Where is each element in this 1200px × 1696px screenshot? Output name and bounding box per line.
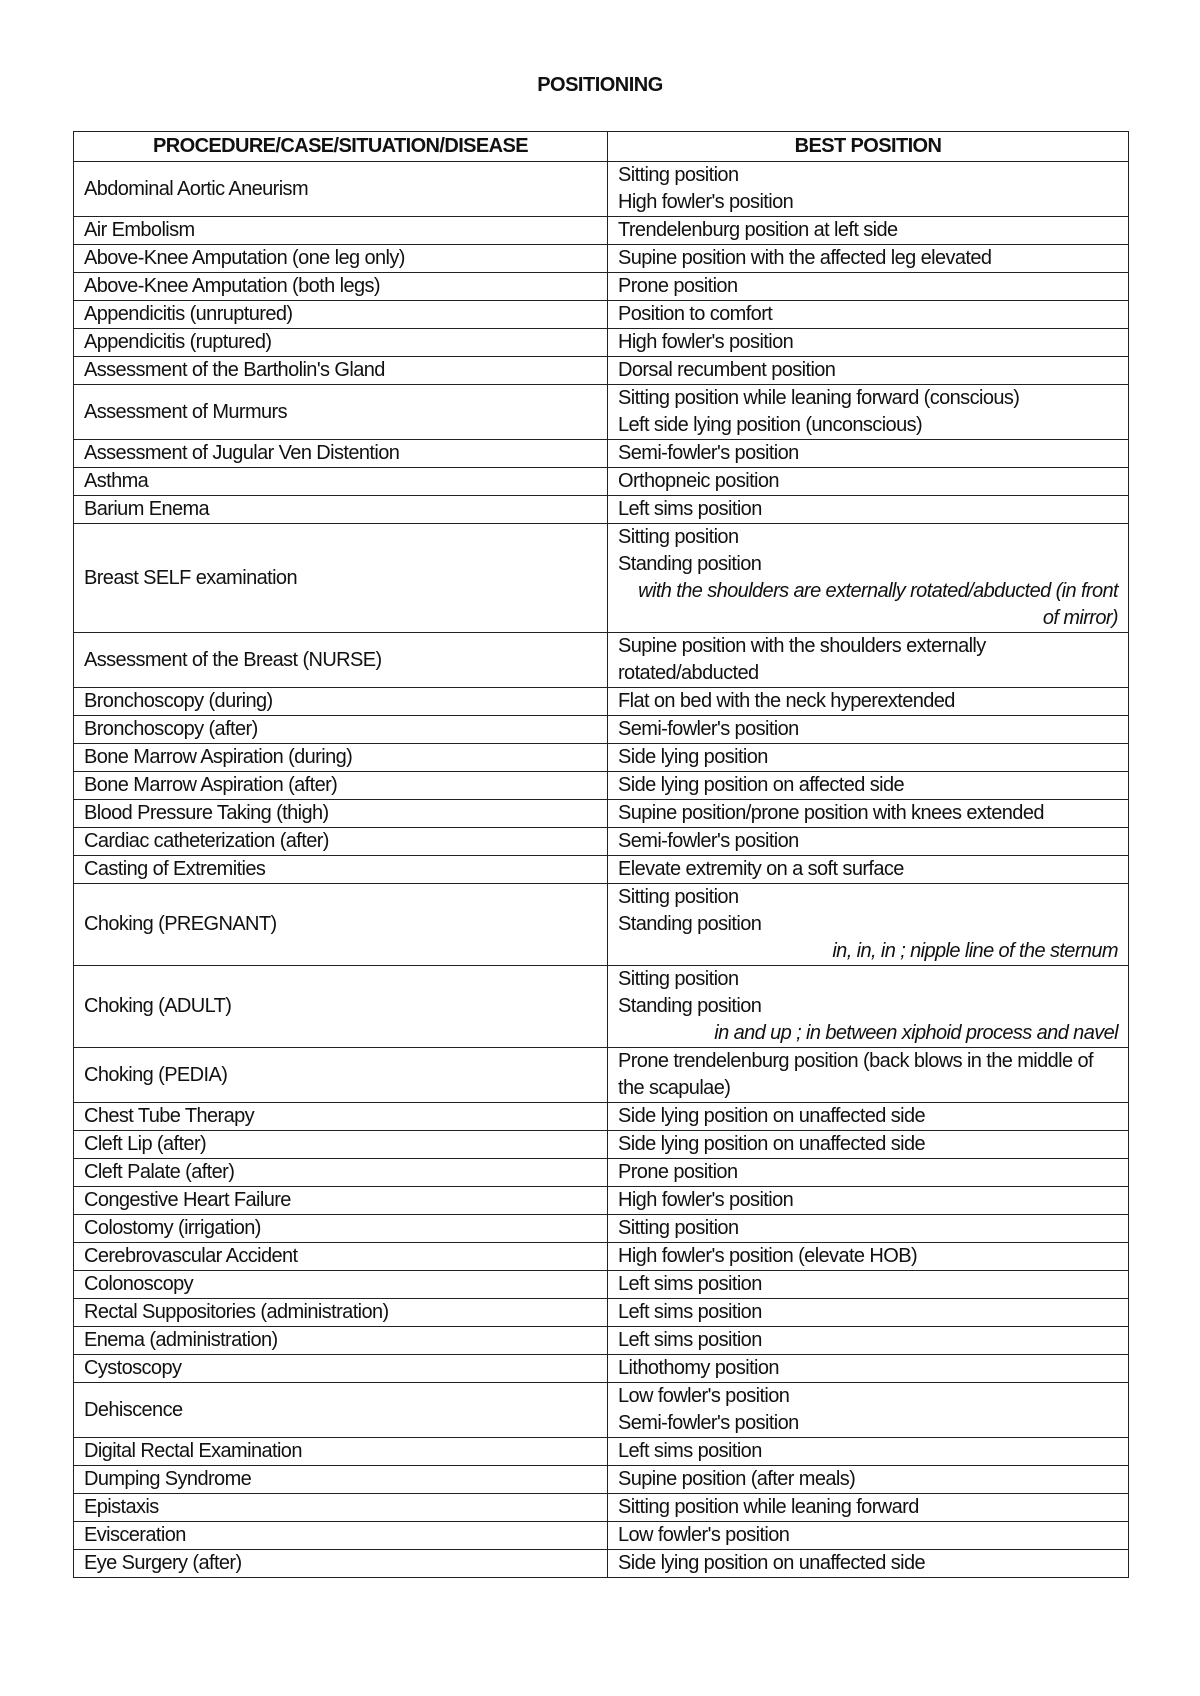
- column-header-case: PROCEDURE/CASE/SITUATION/DISEASE: [74, 132, 608, 162]
- case-cell: Cleft Lip (after): [74, 1131, 608, 1159]
- position-line: Sitting position while leaning forward (conscious): [618, 387, 1020, 409]
- position-cell: [608, 800, 1129, 828]
- position-cell: [608, 1131, 1129, 1159]
- table-row: [74, 1159, 1129, 1187]
- position-cell: [608, 385, 1129, 440]
- position-line: Supine position with the affected leg elevated: [618, 247, 992, 269]
- position-cell: [608, 856, 1129, 884]
- case-cell: Bone Marrow Aspiration (during): [74, 744, 608, 772]
- position-line: Trendelenburg position at left side: [618, 219, 898, 241]
- case-cell: Dehiscence: [74, 1383, 608, 1438]
- position-note: with the shoulders are externally rotated/abducted (in front of mirror): [638, 580, 1118, 629]
- table-row: [74, 1243, 1129, 1271]
- case-cell: Epistaxis: [74, 1494, 608, 1522]
- position-cell: [608, 1522, 1129, 1550]
- case-cell: Asthma: [74, 468, 608, 496]
- position-cell: [608, 1103, 1129, 1131]
- position-cell: [608, 1355, 1129, 1383]
- position-cell: [608, 162, 1129, 217]
- position-cell: [608, 1466, 1129, 1494]
- table-row: [74, 688, 1129, 716]
- position-line: Sitting position: [618, 164, 739, 186]
- position-line: Supine position with the shoulders externally rotated/abducted: [618, 635, 986, 684]
- case-cell: Blood Pressure Taking (thigh): [74, 800, 608, 828]
- position-note: in and up ; in between xiphoid process and navel: [714, 1022, 1118, 1044]
- position-line: Supine position/prone position with knees extended: [618, 802, 1044, 824]
- position-line: High fowler's position: [618, 331, 794, 353]
- case-cell: Above-Knee Amputation (both legs): [74, 273, 608, 301]
- position-cell: [608, 496, 1129, 524]
- page-title: POSITIONING: [537, 74, 663, 96]
- table-row: [74, 828, 1129, 856]
- table-row: [74, 884, 1129, 966]
- position-cell: [608, 524, 1129, 633]
- position-cell: [608, 716, 1129, 744]
- case-cell: Dumping Syndrome: [74, 1466, 608, 1494]
- position-line: Sitting position: [618, 526, 739, 548]
- position-cell: [608, 1550, 1129, 1578]
- case-cell: Assessment of the Breast (NURSE): [74, 633, 608, 688]
- table-row: [74, 1522, 1129, 1550]
- table-row: [74, 440, 1129, 468]
- position-line: Orthopneic position: [618, 470, 779, 492]
- position-line: Sitting position while leaning forward: [618, 1496, 919, 1518]
- case-cell: Choking (PREGNANT): [74, 884, 608, 966]
- position-cell: [608, 884, 1129, 966]
- position-line: Standing position: [618, 995, 762, 1017]
- table-row: [74, 966, 1129, 1048]
- position-line: High fowler's position (elevate HOB): [618, 1245, 918, 1267]
- position-cell: [608, 828, 1129, 856]
- position-note: in, in, in ; nipple line of the sternum: [832, 940, 1118, 962]
- position-line: Left side lying position (unconscious): [618, 414, 923, 436]
- table-row: [74, 1299, 1129, 1327]
- table-row: [74, 1327, 1129, 1355]
- table-row: [74, 1438, 1129, 1466]
- case-cell: Cerebrovascular Accident: [74, 1243, 608, 1271]
- table-row: [74, 716, 1129, 744]
- position-line: Left sims position: [618, 498, 762, 520]
- case-cell: Cleft Palate (after): [74, 1159, 608, 1187]
- table-row: [74, 162, 1129, 217]
- case-cell: Cardiac catheterization (after): [74, 828, 608, 856]
- position-line: Semi-fowler's position: [618, 830, 799, 852]
- position-line: Elevate extremity on a soft surface: [618, 858, 904, 880]
- position-line: Lithothomy position: [618, 1357, 779, 1379]
- position-line: High fowler's position: [618, 1189, 794, 1211]
- position-cell: [608, 245, 1129, 273]
- position-cell: [608, 1438, 1129, 1466]
- position-line: Left sims position: [618, 1273, 762, 1295]
- position-cell: [608, 357, 1129, 385]
- position-cell: [608, 1048, 1129, 1103]
- position-cell: [608, 468, 1129, 496]
- position-line: Prone position: [618, 1161, 738, 1183]
- table-row: [74, 1355, 1129, 1383]
- table-row: [74, 385, 1129, 440]
- positioning-table: [73, 131, 1129, 1578]
- case-cell: Enema (administration): [74, 1327, 608, 1355]
- table-row: [74, 496, 1129, 524]
- position-cell: [608, 688, 1129, 716]
- case-cell: Casting of Extremities: [74, 856, 608, 884]
- position-cell: [608, 772, 1129, 800]
- table-header-row: [74, 132, 1129, 162]
- case-cell: Appendicitis (unruptured): [74, 301, 608, 329]
- position-cell: [608, 1327, 1129, 1355]
- case-cell: Digital Rectal Examination: [74, 1438, 608, 1466]
- case-cell: Barium Enema: [74, 496, 608, 524]
- case-cell: Cystoscopy: [74, 1355, 608, 1383]
- position-line: Side lying position on unaffected side: [618, 1105, 926, 1127]
- position-line: Left sims position: [618, 1329, 762, 1351]
- case-cell: Colonoscopy: [74, 1271, 608, 1299]
- case-cell: Choking (PEDIA): [74, 1048, 608, 1103]
- position-line: Standing position: [618, 913, 762, 935]
- case-cell: Bone Marrow Aspiration (after): [74, 772, 608, 800]
- position-line: Left sims position: [618, 1301, 762, 1323]
- position-cell: [608, 217, 1129, 245]
- case-cell: Above-Knee Amputation (one leg only): [74, 245, 608, 273]
- position-line: Semi-fowler's position: [618, 442, 799, 464]
- table-row: [74, 524, 1129, 633]
- position-cell: [608, 301, 1129, 329]
- case-cell: Bronchoscopy (after): [74, 716, 608, 744]
- position-cell: [608, 966, 1129, 1048]
- position-line: Flat on bed with the neck hyperextended: [618, 690, 955, 712]
- position-line: Low fowler's position: [618, 1385, 790, 1407]
- position-line: Sitting position: [618, 968, 739, 990]
- position-line: Left sims position: [618, 1440, 762, 1462]
- case-cell: Choking (ADULT): [74, 966, 608, 1048]
- case-cell: Chest Tube Therapy: [74, 1103, 608, 1131]
- position-line: High fowler's position: [618, 191, 794, 213]
- table-row: [74, 301, 1129, 329]
- case-cell: Congestive Heart Failure: [74, 1187, 608, 1215]
- table-body: [74, 162, 1129, 1578]
- table-row: [74, 1383, 1129, 1438]
- position-cell: [608, 273, 1129, 301]
- case-cell: Assessment of Murmurs: [74, 385, 608, 440]
- table-row: [74, 357, 1129, 385]
- table-row: [74, 800, 1129, 828]
- case-cell: Eye Surgery (after): [74, 1550, 608, 1578]
- table-row: [74, 1131, 1129, 1159]
- table-row: [74, 744, 1129, 772]
- table-row: [74, 1103, 1129, 1131]
- table-row: [74, 1187, 1129, 1215]
- position-line: Prone position: [618, 275, 738, 297]
- position-cell: [608, 440, 1129, 468]
- case-cell: Colostomy (irrigation): [74, 1215, 608, 1243]
- position-line: Low fowler's position: [618, 1524, 790, 1546]
- position-line: Side lying position: [618, 746, 768, 768]
- case-cell: Evisceration: [74, 1522, 608, 1550]
- table-row: [74, 633, 1129, 688]
- position-line: Position to comfort: [618, 303, 773, 325]
- position-cell: [608, 329, 1129, 357]
- table-row: [74, 273, 1129, 301]
- table-row: [74, 856, 1129, 884]
- case-cell: Assessment of the Bartholin's Gland: [74, 357, 608, 385]
- position-cell: [608, 1299, 1129, 1327]
- table-row: [74, 1550, 1129, 1578]
- position-line: Sitting position: [618, 1217, 739, 1239]
- case-cell: Air Embolism: [74, 217, 608, 245]
- table-row: [74, 468, 1129, 496]
- position-cell: [608, 1187, 1129, 1215]
- table-row: [74, 245, 1129, 273]
- position-line: Dorsal recumbent position: [618, 359, 836, 381]
- position-cell: [608, 633, 1129, 688]
- case-cell: Assessment of Jugular Ven Distention: [74, 440, 608, 468]
- table-row: [74, 1494, 1129, 1522]
- case-cell: Bronchoscopy (during): [74, 688, 608, 716]
- table-row: [74, 217, 1129, 245]
- position-line: Sitting position: [618, 886, 739, 908]
- column-header-position: BEST POSITION: [608, 132, 1129, 162]
- position-cell: [608, 1159, 1129, 1187]
- table-row: [74, 1048, 1129, 1103]
- position-line: Side lying position on unaffected side: [618, 1133, 926, 1155]
- position-line: Supine position (after meals): [618, 1468, 856, 1490]
- table-row: [74, 1215, 1129, 1243]
- position-line: Side lying position on unaffected side: [618, 1552, 926, 1574]
- position-line: Semi-fowler's position: [618, 1412, 799, 1434]
- table-row: [74, 772, 1129, 800]
- table-row: [74, 1466, 1129, 1494]
- position-line: Prone trendelenburg position (back blows in the middle of the scapulae): [618, 1050, 1093, 1099]
- position-cell: [608, 1494, 1129, 1522]
- position-line: Semi-fowler's position: [618, 718, 799, 740]
- position-cell: [608, 1271, 1129, 1299]
- position-cell: [608, 1383, 1129, 1438]
- table-row: [74, 329, 1129, 357]
- case-cell: Rectal Suppositories (administration): [74, 1299, 608, 1327]
- case-cell: Abdominal Aortic Aneurism: [74, 162, 608, 217]
- position-cell: [608, 1215, 1129, 1243]
- table-row: [74, 1271, 1129, 1299]
- position-cell: [608, 1243, 1129, 1271]
- position-line: Standing position: [618, 553, 762, 575]
- case-cell: Breast SELF examination: [74, 524, 608, 633]
- position-cell: [608, 744, 1129, 772]
- position-line: Side lying position on affected side: [618, 774, 905, 796]
- case-cell: Appendicitis (ruptured): [74, 329, 608, 357]
